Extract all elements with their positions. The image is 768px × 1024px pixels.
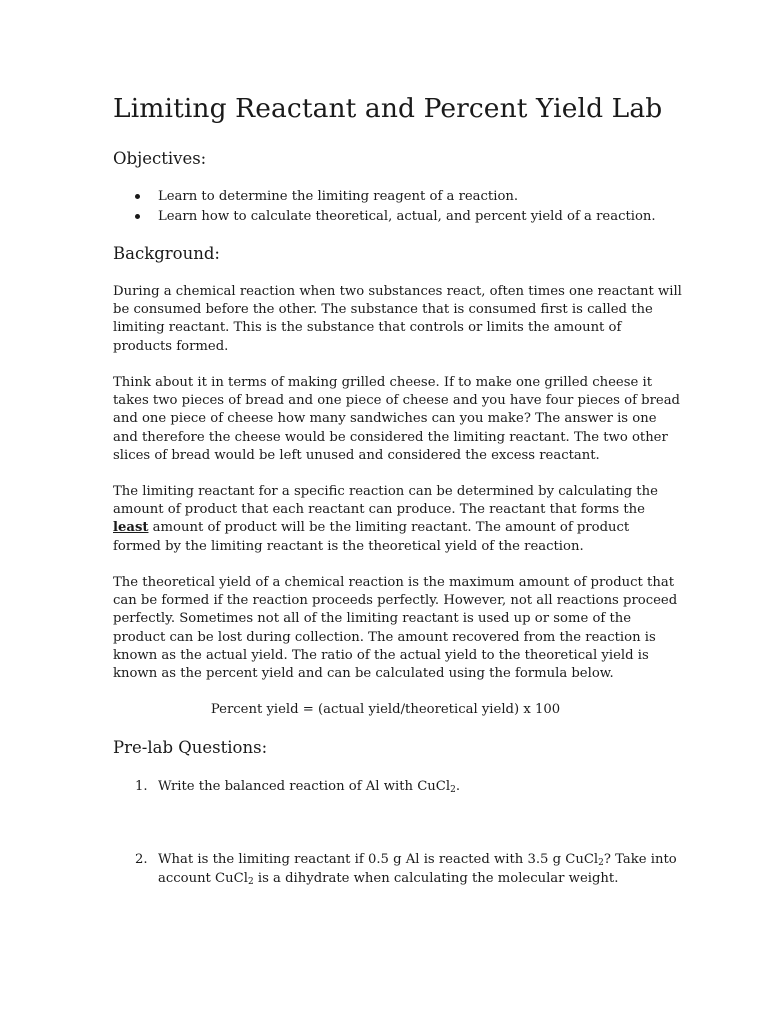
paragraph-line: slices of bread would be left unused and considered the excess reactant.: [113, 447, 600, 463]
question-text-main: Write the balanced reaction of Al with CuCl: [158, 779, 451, 794]
background-paragraph-2: [113, 374, 680, 465]
paragraph-line: During a chemical reaction when two substances react, often times one reactant will: [113, 284, 682, 299]
subscript: 2: [247, 877, 254, 887]
paragraph-line: known as the percent yield and can be calculated using the formula below.: [113, 666, 614, 682]
prelab-question-2: [113, 850, 677, 888]
paragraph-line: Think about it in terms of making grilled cheese. If to make one grilled cheese it: [113, 375, 652, 390]
question-number: 2.: [135, 852, 148, 867]
paragraph-line: takes two pieces of bread and one piece of cheese and you have four pieces of bread: [113, 393, 680, 409]
paragraph-line: limiting reactant. This is the substance that controls or limits the amount of: [113, 320, 622, 336]
paragraph-line: perfectly. Sometimes not all of the limiting reactant is used up or some of the: [113, 611, 632, 627]
background-paragraph-4: [113, 574, 678, 683]
question-number: 1.: [135, 779, 148, 794]
paragraph-line: amount of product that each reactant can produce. The reactant that forms the: [113, 502, 645, 518]
subscript: 2: [450, 785, 456, 795]
question-text: [158, 850, 677, 869]
question-text-end: is a dihydrate when calculating the molecular weight.: [253, 871, 619, 886]
paragraph-line: can be formed if the reaction proceeds perfectly. However, not all reactions proceed: [113, 593, 678, 609]
paragraph-line: products formed.: [113, 338, 229, 354]
paragraph-line: and therefore the cheese would be considered the limiting reactant. The two other: [113, 429, 668, 445]
subscript: 2: [598, 858, 604, 868]
list-item: [113, 850, 677, 888]
objective-text: Learn how to calculate theoretical, actual, and percent yield of a reaction.: [158, 209, 656, 224]
question-text-end: .: [455, 779, 461, 794]
objective-text: Learn to determine the limiting reagent of a reaction.: [158, 189, 519, 204]
paragraph-line: product can be lost during collection. The amount recovered from the reaction is: [113, 629, 656, 645]
paragraph-line: known as the actual yield. The ratio of the actual yield to the theoretical yield is: [113, 647, 649, 663]
question-text-end: ? Take into: [603, 852, 677, 867]
paragraph-line: [113, 519, 658, 537]
question-text: [158, 869, 677, 888]
question-text-main: What is the limiting reactant if 0.5 g Al is reacted with 3.5 g CuCl: [158, 852, 599, 867]
percent-yield-formula: Percent yield = (actual yield/theoretical yield) x 100: [210, 702, 561, 717]
question-text: [158, 777, 460, 796]
list-item: [113, 777, 460, 796]
background-paragraph-1: [113, 283, 682, 356]
bullet-icon: [135, 194, 140, 199]
paragraph-text: amount of product will be the limiting reactant. The amount of product: [148, 520, 630, 536]
question-text-main: account CuCl: [158, 871, 248, 886]
paragraph-line: be consumed before the other. The substance that is consumed first is called the: [113, 302, 653, 318]
prelab-question-1: [113, 777, 460, 796]
paragraph-line: The theoretical yield of a chemical reaction is the maximum amount of product that: [113, 575, 674, 590]
bullet-icon: [135, 214, 140, 219]
list-item: [113, 207, 656, 227]
objectives-list: [113, 187, 656, 227]
page-title: Limiting Reactant and Percent Yield Lab: [113, 93, 663, 124]
background-paragraph-3: [113, 483, 658, 556]
paragraph-line: formed by the limiting reactant is the theoretical yield of the reaction.: [113, 538, 584, 554]
objectives-heading: Objectives:: [113, 149, 207, 168]
paragraph-line: and one piece of cheese how many sandwiches can you make? The answer is one: [113, 411, 657, 427]
background-heading: Background:: [113, 244, 220, 263]
list-item: [113, 187, 656, 207]
prelab-heading: Pre-lab Questions:: [113, 738, 268, 757]
emphasis-least: least: [113, 520, 149, 536]
paragraph-line: The limiting reactant for a specific reaction can be determined by calculating the: [113, 484, 658, 499]
